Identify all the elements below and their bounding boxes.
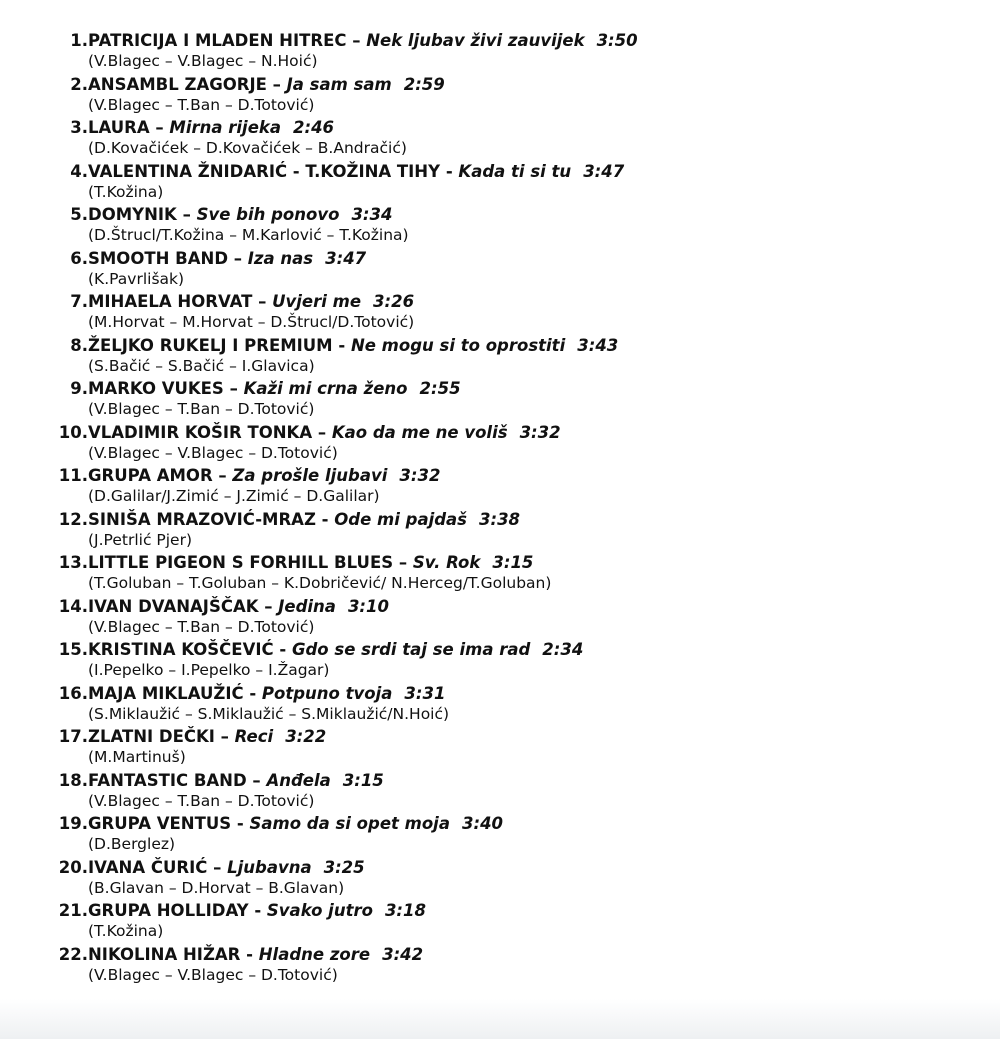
- track-title: Kaži mi crna ženo: [243, 379, 408, 398]
- track-heading: [0, 117, 334, 139]
- track-title: Uvjeri me: [272, 292, 362, 311]
- track-list: [0, 30, 1000, 987]
- track-artist: GRUPA AMOR: [88, 466, 213, 485]
- track-credits: (D.Štrucl/T.Kožina – M.Karlović – T.Kožina): [88, 226, 409, 244]
- track-separator: -: [315, 509, 335, 529]
- track-item: [0, 509, 1000, 553]
- track-artist: LITTLE PIGEON S FORHILL BLUES: [88, 553, 394, 572]
- track-duration: 2:55: [419, 379, 461, 398]
- track-credits: (S.Bačić – S.Bačić – I.Glavica): [88, 356, 315, 375]
- track-credits: (V.Blagec – V.Blagec – D.Totović): [88, 443, 338, 462]
- track-number: 11.: [58, 466, 88, 485]
- track-heading: [0, 248, 366, 270]
- track-credits: (V.Blagec – V.Blagec – N.Hoić): [88, 52, 318, 70]
- track-item: [0, 813, 1000, 857]
- track-duration: 3:10: [347, 596, 389, 616]
- track-item: [0, 422, 1000, 466]
- track-heading: [0, 291, 414, 313]
- track-duration: 3:18: [384, 901, 426, 920]
- track-duration: 3:40: [461, 814, 504, 833]
- track-number: 5.: [70, 205, 88, 224]
- track-credits: (T.Kožina): [88, 182, 164, 201]
- track-artist: ŽELJKO RUKELJ I PREMIUM: [88, 335, 333, 355]
- track-credits: (V.Blagec – V.Blagec – D.Totović): [88, 965, 338, 984]
- track-artist: ZLATNI DEČKI: [88, 727, 215, 746]
- track-heading: [0, 74, 445, 96]
- track-separator: -: [273, 640, 292, 659]
- track-credits: (D.Galilar/J.Zimić – J.Zimić – D.Galilar): [88, 487, 380, 505]
- track-item: [0, 74, 1000, 118]
- track-artist: ANSAMBL ZAGORJE: [88, 74, 267, 94]
- track-duration: 3:38: [479, 509, 521, 529]
- track-duration: 3:15: [492, 553, 534, 572]
- track-heading: [0, 161, 624, 183]
- track-number: 20.: [58, 857, 88, 877]
- track-credits: (K.Pavrlišak): [88, 269, 185, 288]
- track-heading: [0, 900, 426, 922]
- page-bottom-shade: [0, 999, 1000, 1039]
- track-duration: 3:25: [323, 857, 365, 877]
- track-item: [0, 161, 1000, 205]
- track-heading: [0, 857, 365, 879]
- track-title: Kada ti si tu: [458, 161, 572, 181]
- track-heading: [0, 509, 520, 531]
- track-number: 13.: [58, 553, 88, 572]
- track-number: 4.: [70, 161, 88, 181]
- track-heading: [0, 639, 583, 661]
- track-artist: GRUPA VENTUS: [88, 814, 232, 833]
- track-title: Ode mi pajdaš: [334, 509, 467, 529]
- track-title: Kao da me ne voliš: [331, 422, 508, 442]
- track-separator: -: [248, 901, 267, 920]
- track-credits: (T.Kožina): [88, 922, 164, 940]
- track-artist: SINIŠA MRAZOVIĆ-MRAZ: [88, 509, 316, 529]
- track-duration: 3:50: [596, 31, 638, 50]
- track-duration: 3:42: [382, 944, 424, 964]
- track-number: 8.: [70, 335, 88, 355]
- track-number: 21.: [58, 901, 88, 920]
- track-separator: –: [207, 857, 228, 877]
- track-number: 3.: [70, 118, 88, 137]
- track-separator: -: [240, 944, 259, 964]
- track-credits: (V.Blagec – T.Ban – D.Totović): [88, 400, 315, 418]
- track-duration: 3:32: [519, 422, 561, 442]
- track-title: Iza nas: [247, 248, 314, 268]
- track-separator: –: [228, 248, 248, 268]
- track-separator: –: [149, 118, 170, 137]
- track-title: Nek ljubav živi zauvijek: [366, 31, 585, 50]
- track-credits: (I.Pepelko – I.Pepelko – I.Žagar): [88, 661, 330, 679]
- track-item: [0, 552, 1000, 596]
- track-item: [0, 944, 1000, 988]
- track-artist: LAURA: [88, 118, 150, 137]
- track-separator: –: [258, 596, 279, 616]
- track-credits: (J.Petrlić Pjer): [88, 530, 192, 549]
- track-artist: KRISTINA KOŠČEVIĆ: [88, 640, 274, 659]
- track-item: [0, 857, 1000, 901]
- track-title: Anđela: [266, 770, 331, 790]
- track-number: 7.: [70, 292, 88, 311]
- track-credits: (M.Horvat – M.Horvat – D.Štrucl/D.Totović): [88, 313, 415, 331]
- track-separator: -: [440, 161, 459, 181]
- track-title: Sve bih ponovo: [196, 205, 340, 224]
- track-number: 2.: [70, 74, 88, 94]
- track-heading: [0, 813, 503, 835]
- track-item: [0, 726, 1000, 770]
- track-duration: 2:34: [542, 640, 584, 659]
- track-item: [0, 117, 1000, 161]
- track-separator: –: [246, 770, 267, 790]
- track-number: 16.: [58, 683, 88, 703]
- track-heading: [0, 552, 533, 574]
- track-heading: [0, 422, 561, 444]
- track-number: 12.: [58, 509, 88, 529]
- track-heading: [0, 944, 423, 966]
- track-number: 9.: [70, 379, 88, 398]
- track-artist: NIKOLINA HIŽAR: [88, 944, 241, 964]
- track-number: 10.: [58, 422, 88, 442]
- track-number: 19.: [58, 814, 88, 833]
- track-title: Za prošle ljubavi: [232, 466, 388, 485]
- track-item: [0, 291, 1000, 335]
- track-item: [0, 204, 1000, 248]
- track-separator: -: [243, 683, 262, 703]
- track-number: 22.: [58, 944, 88, 964]
- track-separator: -: [332, 335, 351, 355]
- track-heading: [0, 465, 440, 487]
- track-artist: VLADIMIR KOŠIR TONKA: [88, 422, 313, 442]
- track-artist: MARKO VUKES: [88, 379, 224, 398]
- track-artist: SMOOTH BAND: [88, 248, 229, 268]
- track-artist: DOMYNIK: [88, 205, 177, 224]
- track-title: Ja sam sam: [286, 74, 392, 94]
- track-item: [0, 683, 1000, 727]
- track-duration: 3:32: [399, 466, 441, 485]
- track-separator: –: [223, 379, 244, 398]
- track-duration: 3:43: [577, 335, 619, 355]
- track-duration: 3:47: [325, 248, 367, 268]
- track-separator: –: [214, 727, 235, 746]
- track-heading: [0, 683, 445, 705]
- track-title: Sv. Rok: [412, 553, 481, 572]
- track-separator: –: [312, 422, 332, 442]
- track-number: 14.: [58, 596, 88, 616]
- track-credits: (V.Blagec – T.Ban – D.Totović): [88, 617, 315, 636]
- track-separator: –: [252, 292, 273, 311]
- track-duration: 3:31: [404, 683, 446, 703]
- track-title: Svako jutro: [266, 901, 373, 920]
- track-number: 18.: [58, 770, 88, 790]
- track-separator: -: [231, 814, 250, 833]
- track-title: Gdo se srdi taj se ima rad: [291, 640, 531, 659]
- track-title: Ljubavna: [227, 857, 312, 877]
- track-heading: [0, 204, 392, 226]
- track-number: 1.: [70, 31, 88, 50]
- track-number: 17.: [58, 727, 88, 746]
- track-heading: [0, 335, 618, 357]
- track-item: [0, 335, 1000, 379]
- track-artist: FANTASTIC BAND: [88, 770, 247, 790]
- track-artist: VALENTINA ŽNIDARIĆ - T.KOŽINA TIHY: [88, 161, 441, 181]
- track-item: [0, 596, 1000, 640]
- track-item: [0, 900, 1000, 944]
- track-title: Potpuno tvoja: [261, 683, 393, 703]
- track-number: 15.: [58, 640, 88, 659]
- track-title: Ne mogu si to oprostiti: [350, 335, 566, 355]
- track-heading: [0, 596, 389, 618]
- track-separator: –: [212, 466, 233, 485]
- track-credits: (M.Martinuš): [88, 748, 186, 766]
- track-title: Reci: [234, 727, 274, 746]
- track-duration: 3:47: [583, 161, 625, 181]
- track-credits: (S.Miklaužić – S.Miklaužić – S.Miklaužić/N.Hoić): [88, 704, 450, 723]
- track-credits: (B.Glavan – D.Horvat – B.Glavan): [88, 878, 345, 897]
- track-artist: IVANA ČURIĆ: [88, 857, 208, 877]
- track-heading: [0, 726, 326, 748]
- track-heading: [0, 30, 638, 52]
- track-heading: [0, 378, 461, 400]
- track-duration: 3:15: [342, 770, 384, 790]
- track-item: [0, 770, 1000, 814]
- track-duration: 2:46: [293, 118, 335, 137]
- track-duration: 3:34: [351, 205, 393, 224]
- track-artist: IVAN DVANAJŠČAK: [88, 596, 259, 616]
- track-credits: (T.Goluban – T.Goluban – K.Dobričević/ N.Herceg/T.Goluban): [88, 574, 552, 592]
- track-title: Jedina: [278, 596, 336, 616]
- track-separator: –: [176, 205, 197, 224]
- track-title: Mirna rijeka: [169, 118, 281, 137]
- track-number: 6.: [70, 248, 88, 268]
- track-duration: 2:59: [403, 74, 445, 94]
- track-separator: –: [266, 74, 287, 94]
- track-duration: 3:26: [373, 292, 415, 311]
- track-artist: GRUPA HOLLIDAY: [88, 901, 249, 920]
- track-item: [0, 30, 1000, 74]
- track-separator: –: [346, 31, 367, 50]
- track-separator: –: [393, 553, 413, 572]
- track-artist: MAJA MIKLAUŽIĆ: [88, 683, 244, 703]
- track-item: [0, 378, 1000, 422]
- track-credits: (V.Blagec – T.Ban – D.Totović): [88, 95, 315, 114]
- track-artist: MIHAELA HORVAT: [88, 292, 253, 311]
- track-credits: (V.Blagec – T.Ban – D.Totović): [88, 791, 315, 810]
- track-heading: [0, 770, 384, 792]
- track-title: Hladne zore: [258, 944, 371, 964]
- track-duration: 3:22: [285, 727, 327, 746]
- track-title: Samo da si opet moja: [249, 814, 450, 833]
- track-artist: PATRICIJA I MLADEN HITREC: [88, 31, 347, 50]
- track-item: [0, 465, 1000, 509]
- track-credits: (D.Berglez): [88, 835, 176, 853]
- track-item: [0, 639, 1000, 683]
- track-credits: (D.Kovačićek – D.Kovačićek – B.Andračić): [88, 139, 407, 157]
- track-item: [0, 248, 1000, 292]
